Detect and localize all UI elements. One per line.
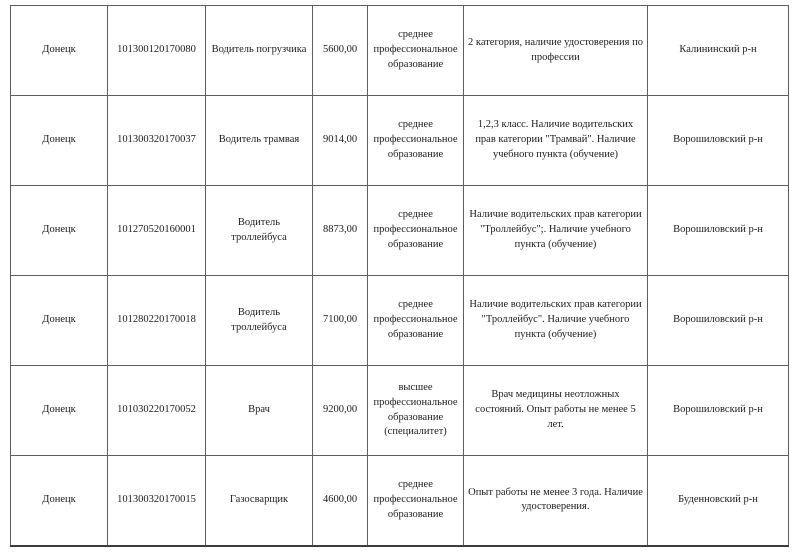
cell-education: среднее профессиональное образование — [368, 276, 464, 366]
cell-education: среднее профессиональное образование — [368, 96, 464, 186]
table-row — [11, 456, 789, 546]
cell-vacancy-id: 101270520160001 — [108, 186, 206, 276]
cell-salary: 9014,00 — [313, 96, 368, 186]
cell-salary: 4600,00 — [313, 456, 368, 546]
cell-city: Донецк — [11, 456, 108, 546]
cell-requirements: Врач медицины неотложных состояний. Опыт работы не менее 5 лет. — [464, 366, 648, 456]
cell-city: Донецк — [11, 366, 108, 456]
table-row — [11, 96, 789, 186]
cell-requirements: Наличие водительских прав категории "Троллейбус". Наличие учебного пункта (обучение) — [464, 276, 648, 366]
vacancies-table — [10, 5, 789, 547]
cell-profession: Врач — [206, 366, 313, 456]
cell-district: Ворошиловский р-н — [648, 186, 789, 276]
cell-profession: Газосварщик — [206, 456, 313, 546]
cell-education: среднее профессиональное образование — [368, 186, 464, 276]
cell-district: Калининский р-н — [648, 6, 789, 96]
cell-district: Буденновский р-н — [648, 456, 789, 546]
cell-city: Донецк — [11, 96, 108, 186]
cell-vacancy-id: 101030220170052 — [108, 366, 206, 456]
table-row — [11, 186, 789, 276]
cell-profession: Водитель троллейбуса — [206, 186, 313, 276]
cell-salary: 5600,00 — [313, 6, 368, 96]
cell-district: Ворошиловский р-н — [648, 96, 789, 186]
cell-vacancy-id: 101300320170037 — [108, 96, 206, 186]
cell-salary: 8873,00 — [313, 186, 368, 276]
cell-profession: Водитель троллейбуса — [206, 276, 313, 366]
cell-education: высшее профессиональное образование (специалитет) — [368, 366, 464, 456]
cell-district: Ворошиловский р-н — [648, 276, 789, 366]
cell-salary: 7100,00 — [313, 276, 368, 366]
cell-city: Донецк — [11, 186, 108, 276]
cell-vacancy-id: 101300320170015 — [108, 456, 206, 546]
cell-city: Донецк — [11, 6, 108, 96]
cell-requirements: 1,2,3 класс. Наличие водительских прав категории "Трамвай". Наличие учебного пункта (обучение) — [464, 96, 648, 186]
cell-requirements: Опыт работы не менее 3 года. Наличие удостоверения. — [464, 456, 648, 546]
table-row — [11, 6, 789, 96]
cell-vacancy-id: 101280220170018 — [108, 276, 206, 366]
cell-vacancy-id: 101300120170080 — [108, 6, 206, 96]
cell-salary: 9200,00 — [313, 366, 368, 456]
cell-education: среднее профессиональное образование — [368, 456, 464, 546]
cell-profession: Водитель трамвая — [206, 96, 313, 186]
cell-profession: Водитель погрузчика — [206, 6, 313, 96]
cell-city: Донецк — [11, 276, 108, 366]
cell-requirements: 2 категория, наличие удостоверения по профессии — [464, 6, 648, 96]
cell-requirements: Наличие водительских прав категории "Троллейбус";. Наличие учебного пункта (обучение) — [464, 186, 648, 276]
cell-district: Ворошиловский р-н — [648, 366, 789, 456]
table-row — [11, 276, 789, 366]
vacancies-table-container — [10, 5, 789, 547]
table-row — [11, 366, 789, 456]
cell-education: среднее профессиональное образование — [368, 6, 464, 96]
